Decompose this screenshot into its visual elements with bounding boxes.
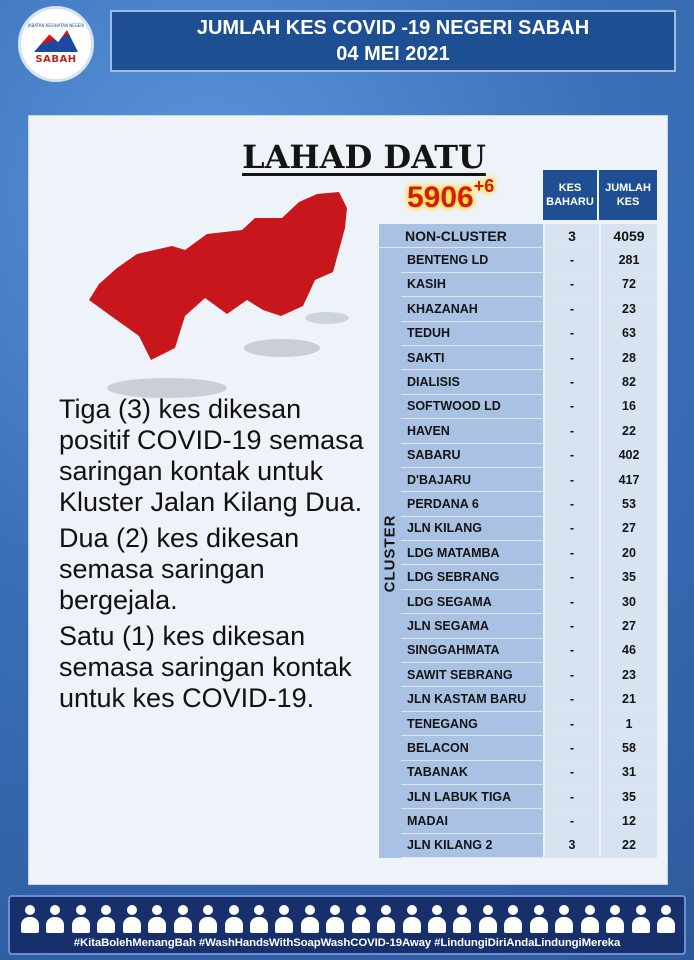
row-new: - bbox=[543, 370, 599, 393]
person-icon bbox=[554, 905, 574, 933]
column-header-new: KES BAHARU bbox=[543, 170, 597, 220]
row-name: JLN KASTAM BARU bbox=[401, 687, 543, 710]
row-new: - bbox=[543, 590, 599, 613]
row-total: 16 bbox=[599, 395, 657, 418]
cluster-label bbox=[379, 248, 401, 858]
row-total: 1 bbox=[599, 712, 657, 735]
logo-top-text: JABATAN KESIHATAN NEGERI bbox=[27, 23, 85, 28]
row-total: 82 bbox=[599, 370, 657, 393]
cluster-table bbox=[379, 224, 657, 858]
table-row bbox=[401, 663, 657, 687]
person-icon bbox=[20, 905, 40, 933]
table-row bbox=[401, 541, 657, 565]
person-icon bbox=[605, 905, 625, 933]
row-total: 72 bbox=[599, 273, 657, 296]
person-icon bbox=[147, 905, 167, 933]
row-name: BELACON bbox=[401, 736, 543, 759]
table-row bbox=[401, 297, 657, 321]
table-row bbox=[401, 444, 657, 468]
row-name: LDG SEBRANG bbox=[401, 565, 543, 588]
row-new: - bbox=[543, 322, 599, 345]
header-title-box bbox=[110, 10, 676, 72]
table-row bbox=[401, 346, 657, 370]
table-row bbox=[401, 614, 657, 638]
row-name: JLN LABUK TIGA bbox=[401, 785, 543, 808]
person-icon bbox=[96, 905, 116, 933]
table-row bbox=[401, 736, 657, 760]
person-icon bbox=[656, 905, 676, 933]
row-name: TABANAK bbox=[401, 761, 543, 784]
table-row bbox=[401, 517, 657, 541]
row-total: 58 bbox=[599, 736, 657, 759]
row-total: 28 bbox=[599, 346, 657, 369]
row-new: - bbox=[543, 297, 599, 320]
table-row bbox=[401, 565, 657, 589]
district-map-icon bbox=[77, 188, 357, 408]
frontliner-icons bbox=[20, 901, 676, 933]
person-icon bbox=[122, 905, 142, 933]
row-total: 46 bbox=[599, 639, 657, 662]
region-title: LAHAD DATU bbox=[242, 138, 486, 176]
table-row bbox=[401, 590, 657, 614]
row-new: - bbox=[543, 517, 599, 540]
row-new: - bbox=[543, 687, 599, 710]
row-new: - bbox=[543, 273, 599, 296]
row-name: KHAZANAH bbox=[401, 297, 543, 320]
row-new: - bbox=[543, 565, 599, 588]
row-name: MADAI bbox=[401, 809, 543, 832]
row-new: 3 bbox=[543, 224, 599, 247]
header-date: 04 MEI 2021 bbox=[336, 43, 450, 65]
person-icon bbox=[351, 905, 371, 933]
row-new: - bbox=[543, 248, 599, 271]
person-icon bbox=[478, 905, 498, 933]
row-total: 31 bbox=[599, 761, 657, 784]
row-new: - bbox=[543, 809, 599, 832]
row-name: HAVEN bbox=[401, 419, 543, 442]
person-icon bbox=[325, 905, 345, 933]
row-new: - bbox=[543, 712, 599, 735]
table-row bbox=[401, 322, 657, 346]
row-total: 53 bbox=[599, 492, 657, 515]
cluster-label-text: CLUSTER bbox=[381, 514, 399, 593]
row-total: 27 bbox=[599, 517, 657, 540]
description-paragraph: Satu (1) kes dikesan semasa saringan kontak untuk kes COVID-19. bbox=[59, 621, 352, 713]
logo-text: SABAH bbox=[35, 54, 77, 65]
row-total: 12 bbox=[599, 809, 657, 832]
row-name: JLN KILANG bbox=[401, 517, 543, 540]
row-total: 22 bbox=[599, 419, 657, 442]
table-row bbox=[401, 468, 657, 492]
row-name: NON-CLUSTER bbox=[379, 224, 543, 247]
total-cases bbox=[407, 176, 495, 215]
table-row bbox=[401, 761, 657, 785]
table-row bbox=[401, 785, 657, 809]
row-total: 35 bbox=[599, 785, 657, 808]
footer-banner bbox=[8, 895, 686, 955]
table-row bbox=[401, 248, 657, 272]
row-name: SAKTI bbox=[401, 346, 543, 369]
person-icon bbox=[376, 905, 396, 933]
table-row bbox=[401, 273, 657, 297]
row-name: SAWIT SEBRANG bbox=[401, 663, 543, 686]
table-row bbox=[401, 370, 657, 394]
row-new: - bbox=[543, 444, 599, 467]
row-new: - bbox=[543, 492, 599, 515]
row-name: LDG SEGAMA bbox=[401, 590, 543, 613]
row-total: 63 bbox=[599, 322, 657, 345]
row-name: JLN KILANG 2 bbox=[401, 834, 543, 857]
row-name: TEDUH bbox=[401, 322, 543, 345]
row-total: 281 bbox=[599, 248, 657, 271]
person-icon bbox=[249, 905, 269, 933]
row-total: 20 bbox=[599, 541, 657, 564]
row-total: 35 bbox=[599, 565, 657, 588]
table-row bbox=[401, 492, 657, 516]
total-count: 5906 bbox=[407, 181, 474, 214]
row-name: JLN SEGAMA bbox=[401, 614, 543, 637]
sabah-health-logo bbox=[18, 6, 94, 82]
table-row bbox=[401, 834, 657, 858]
row-name: SINGGAHMATA bbox=[401, 639, 543, 662]
person-icon bbox=[427, 905, 447, 933]
row-name: KASIH bbox=[401, 273, 543, 296]
main-panel bbox=[28, 115, 668, 885]
table-row bbox=[401, 712, 657, 736]
row-new: - bbox=[543, 541, 599, 564]
row-new: - bbox=[543, 761, 599, 784]
person-icon bbox=[71, 905, 91, 933]
person-icon bbox=[402, 905, 422, 933]
row-total: 417 bbox=[599, 468, 657, 491]
row-name: D'BAJARU bbox=[401, 468, 543, 491]
row-new: - bbox=[543, 419, 599, 442]
table-row bbox=[401, 687, 657, 711]
row-new: - bbox=[543, 785, 599, 808]
row-new: - bbox=[543, 614, 599, 637]
row-name: PERDANA 6 bbox=[401, 492, 543, 515]
person-icon bbox=[580, 905, 600, 933]
row-name: BENTENG LD bbox=[401, 248, 543, 271]
new-count: +6 bbox=[473, 176, 495, 196]
description-paragraph: Dua (2) kes dikesan semasa saringan bergejala. bbox=[59, 523, 300, 615]
row-name: SABARU bbox=[401, 444, 543, 467]
person-icon bbox=[274, 905, 294, 933]
header-title: JUMLAH KES COVID -19 NEGERI SABAH bbox=[196, 17, 590, 39]
row-total: 30 bbox=[599, 590, 657, 613]
footer-hashtags: #KitaBolehMenangBah #WashHandsWithSoapWashCOVID-19Away #LindungiDiriAndaLindungiMereka bbox=[73, 937, 621, 949]
person-icon bbox=[452, 905, 472, 933]
table-row-non-cluster bbox=[379, 224, 657, 248]
person-icon bbox=[45, 905, 65, 933]
row-total: 22 bbox=[599, 834, 657, 857]
person-icon bbox=[631, 905, 651, 933]
person-icon bbox=[529, 905, 549, 933]
row-new: - bbox=[543, 346, 599, 369]
row-total: 23 bbox=[599, 297, 657, 320]
row-total: 27 bbox=[599, 614, 657, 637]
person-icon bbox=[224, 905, 244, 933]
description-paragraph: Tiga (3) kes dikesan positif COVID-19 semasa saringan kontak untuk Kluster Jalan Kilang Dua. bbox=[59, 394, 364, 517]
row-name: SOFTWOOD LD bbox=[401, 395, 543, 418]
row-total: 4059 bbox=[599, 224, 657, 247]
mountain-icon bbox=[34, 30, 78, 52]
row-new: - bbox=[543, 468, 599, 491]
person-icon bbox=[300, 905, 320, 933]
table-row bbox=[401, 419, 657, 443]
row-name: DIALISIS bbox=[401, 370, 543, 393]
row-total: 21 bbox=[599, 687, 657, 710]
person-icon bbox=[503, 905, 523, 933]
row-total: 402 bbox=[599, 444, 657, 467]
row-new: - bbox=[543, 395, 599, 418]
row-new: - bbox=[543, 639, 599, 662]
table-row bbox=[401, 809, 657, 833]
row-total: 23 bbox=[599, 663, 657, 686]
row-new: 3 bbox=[543, 834, 599, 857]
person-icon bbox=[173, 905, 193, 933]
row-name: LDG MATAMBA bbox=[401, 541, 543, 564]
case-description bbox=[59, 394, 379, 719]
row-new: - bbox=[543, 663, 599, 686]
row-name: TENEGANG bbox=[401, 712, 543, 735]
row-new: - bbox=[543, 736, 599, 759]
table-row bbox=[401, 395, 657, 419]
person-icon bbox=[198, 905, 218, 933]
cluster-rows bbox=[379, 248, 657, 858]
column-header-total: JUMLAH KES bbox=[599, 170, 657, 220]
table-row bbox=[401, 639, 657, 663]
